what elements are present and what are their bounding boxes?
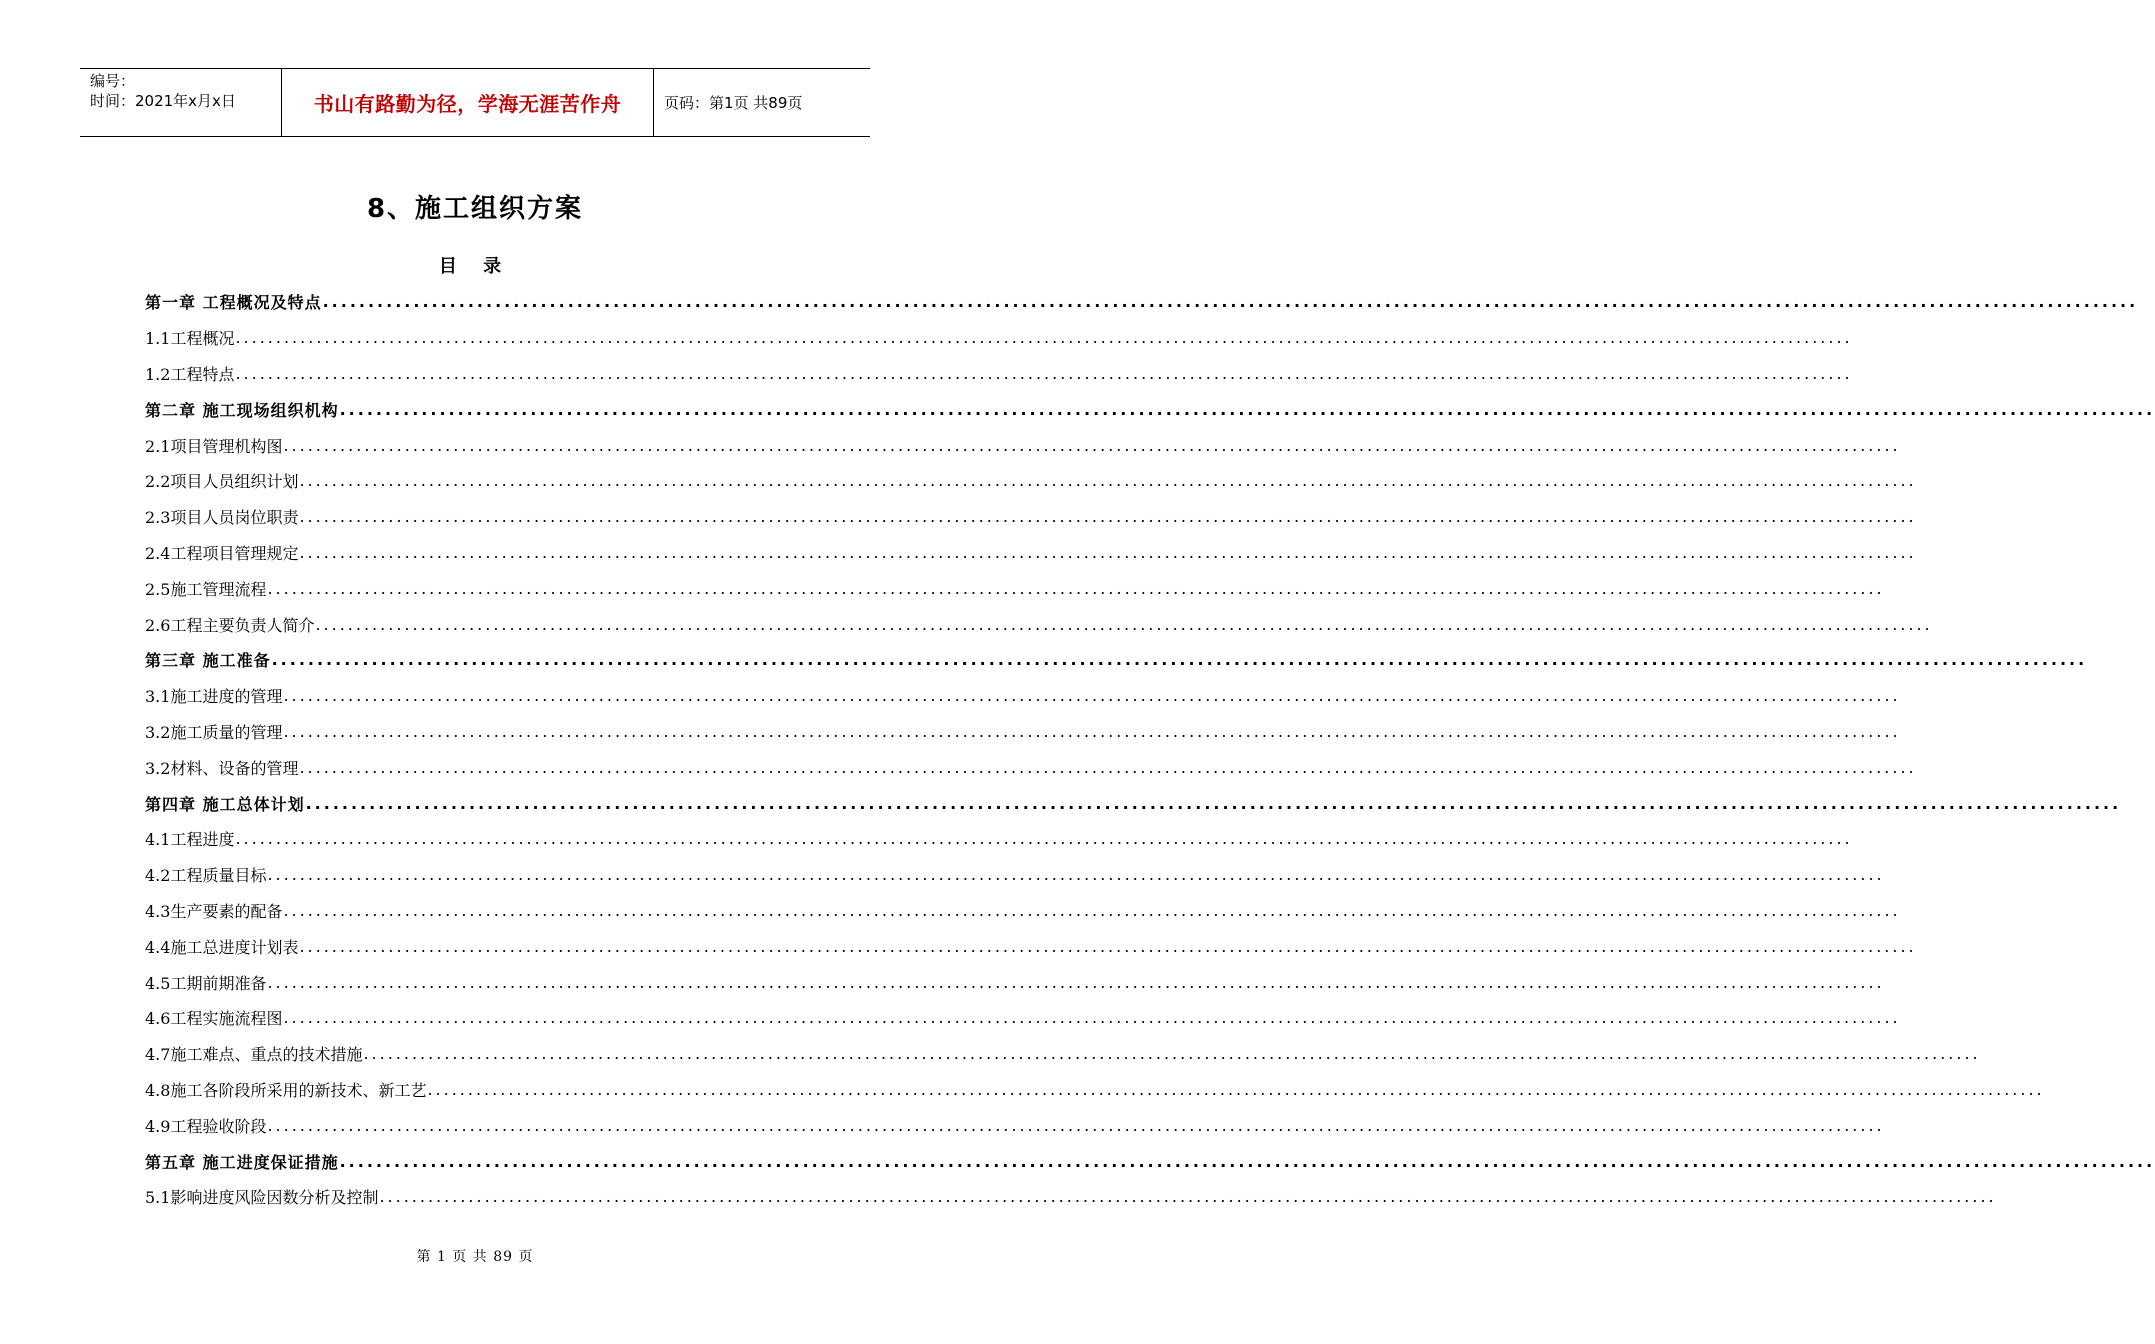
- toc-entry-title: 2.4工程项目管理规定: [145, 543, 299, 563]
- toc-entry-title: 4.7施工难点、重点的技术措施: [145, 1045, 363, 1065]
- toc-dot-leader: ........................................................................................................................................................................................................: [235, 328, 1853, 348]
- toc-chapter-entry[interactable]: [145, 391, 2155, 427]
- toc-entry-title: 第五章 施工进度保证措施: [145, 1152, 339, 1172]
- toc-dot-leader: ........................................................................................................................................................................................................: [283, 686, 1901, 706]
- toc-entry-title: 3.1施工进度的管理: [145, 687, 283, 707]
- toc-dot-leader: ........................................................................................................................................................................................................: [305, 793, 2122, 813]
- toc-dot-leader: ........................................................................................................................................................................................................: [283, 721, 1901, 741]
- toc-section-entry[interactable]: [145, 749, 1917, 785]
- toc-dot-leader: ........................................................................................................................................................................................................: [339, 1151, 2155, 1171]
- toc-dot-leader: ........................................................................................................................................................................................................: [267, 578, 1885, 598]
- page-number-label: 页码：第1页 共89页: [664, 94, 803, 112]
- toc-entry-title: 4.6工程实施流程图: [145, 1009, 283, 1029]
- motto-text: 书山有路勤为径，学海无涯苦作舟: [313, 92, 622, 116]
- toc-section-entry[interactable]: [145, 1000, 1901, 1036]
- toc-dot-leader: ........................................................................................................................................................................................................: [235, 363, 1853, 383]
- toc-section-entry[interactable]: [145, 893, 1901, 929]
- toc-dot-leader: ........................................................................................................................................................................................................: [339, 399, 2155, 419]
- toc-section-entry[interactable]: [145, 928, 1917, 964]
- toc-section-entry[interactable]: [145, 857, 1885, 893]
- toc-entry-title: 2.5施工管理流程: [145, 579, 267, 599]
- toc-dot-leader: ........................................................................................................................................................................................................: [322, 292, 2139, 312]
- toc-entry-title: 第三章 施工准备: [145, 651, 271, 671]
- toc-section-entry[interactable]: [145, 463, 1917, 499]
- header-info-cell: [80, 69, 282, 136]
- date-label: 时间：2021年x月x日: [90, 92, 236, 110]
- toc-entry-title: 4.3生产要素的配备: [145, 901, 283, 921]
- toc-entry-title: 2.1项目管理机构图: [145, 436, 283, 456]
- toc-section-entry[interactable]: [145, 535, 1917, 571]
- toc-entry-title: 4.9工程验收阶段: [145, 1116, 267, 1136]
- toc-entry-title: 4.5工期前期准备: [145, 973, 267, 993]
- toc-chapter-entry[interactable]: [145, 1143, 2155, 1179]
- toc-section-entry[interactable]: [145, 1107, 1885, 1143]
- toc-entry-title: 4.2工程质量目标: [145, 866, 267, 886]
- toc-entry-title: 3.2施工质量的管理: [145, 722, 283, 742]
- toc-heading: 目 录: [438, 256, 512, 277]
- toc-entry-title: 1.1工程概况: [145, 329, 235, 349]
- toc-section-entry[interactable]: [145, 964, 1885, 1000]
- toc-section-entry[interactable]: [145, 1036, 1981, 1072]
- toc-entry-title: 4.4施工总进度计划表: [145, 937, 299, 957]
- toc-section-entry[interactable]: [145, 678, 1901, 714]
- page-header: [80, 68, 870, 137]
- toc-entry-title: 2.3项目人员岗位职责: [145, 508, 299, 528]
- toc-dot-leader: ........................................................................................................................................................................................................: [299, 471, 1917, 491]
- toc-chapter-entry[interactable]: [145, 284, 2139, 320]
- toc-dot-leader: ........................................................................................................................................................................................................: [283, 435, 1901, 455]
- toc-section-entry[interactable]: [145, 606, 1933, 642]
- toc-entry-title: 第一章 工程概况及特点: [145, 293, 322, 313]
- toc-section-entry[interactable]: [145, 570, 1885, 606]
- toc-entry-title: 4.8施工各阶段所采用的新技术、新工艺: [145, 1080, 427, 1100]
- toc-dot-leader: ........................................................................................................................................................................................................: [283, 900, 1901, 920]
- toc-dot-leader: ........................................................................................................................................................................................................: [267, 972, 1885, 992]
- toc-section-entry[interactable]: [145, 499, 1917, 535]
- toc-dot-leader: ........................................................................................................................................................................................................: [283, 1008, 1901, 1028]
- toc-entry-title: 2.2项目人员组织计划: [145, 472, 299, 492]
- toc-section-entry[interactable]: [145, 320, 1853, 356]
- toc-section-entry[interactable]: [145, 356, 1853, 392]
- toc-dot-leader: ........................................................................................................................................................................................................: [267, 1115, 1885, 1135]
- toc-section-entry[interactable]: [145, 714, 1901, 750]
- page-footer: 第 1 页 共 89 页: [416, 1249, 534, 1265]
- toc-dot-leader: ........................................................................................................................................................................................................: [299, 757, 1917, 777]
- toc-entry-title: 5.1影响进度风险因数分析及控制: [145, 1188, 379, 1208]
- toc-dot-leader: ........................................................................................................................................................................................................: [267, 865, 1885, 885]
- toc-dot-leader: ........................................................................................................................................................................................................: [315, 614, 1933, 634]
- header-motto-cell: [282, 69, 654, 136]
- toc-dot-leader: ........................................................................................................................................................................................................: [271, 650, 2088, 670]
- toc-entry-title: 第二章 施工现场组织机构: [145, 400, 339, 420]
- header-page-cell: [654, 69, 870, 136]
- document-title: 8、施工组织方案: [366, 194, 584, 224]
- toc-entry-title: 1.2工程特点: [145, 364, 235, 384]
- toc-entry-title: 2.6工程主要负责人简介: [145, 615, 315, 635]
- toc-entry-title: 4.1工程进度: [145, 830, 235, 850]
- toc-section-entry[interactable]: [145, 1179, 1997, 1215]
- toc-section-entry[interactable]: [145, 1072, 2045, 1108]
- number-label: 编号：: [90, 72, 136, 90]
- toc-dot-leader: ........................................................................................................................................................................................................: [379, 1187, 1997, 1207]
- table-of-contents: [145, 284, 2155, 1215]
- toc-entry-title: 第四章 施工总体计划: [145, 794, 305, 814]
- toc-dot-leader: ........................................................................................................................................................................................................: [299, 507, 1917, 527]
- toc-dot-leader: ........................................................................................................................................................................................................: [235, 829, 1853, 849]
- toc-section-entry[interactable]: [145, 821, 1853, 857]
- toc-dot-leader: ........................................................................................................................................................................................................: [427, 1079, 2045, 1099]
- toc-chapter-entry[interactable]: [145, 642, 2088, 678]
- toc-chapter-entry[interactable]: [145, 785, 2122, 821]
- toc-dot-leader: ........................................................................................................................................................................................................: [363, 1044, 1981, 1064]
- toc-entry-title: 3.2材料、设备的管理: [145, 758, 299, 778]
- toc-dot-leader: ........................................................................................................................................................................................................: [299, 542, 1917, 562]
- toc-section-entry[interactable]: [145, 427, 1901, 463]
- toc-dot-leader: ........................................................................................................................................................................................................: [299, 936, 1917, 956]
